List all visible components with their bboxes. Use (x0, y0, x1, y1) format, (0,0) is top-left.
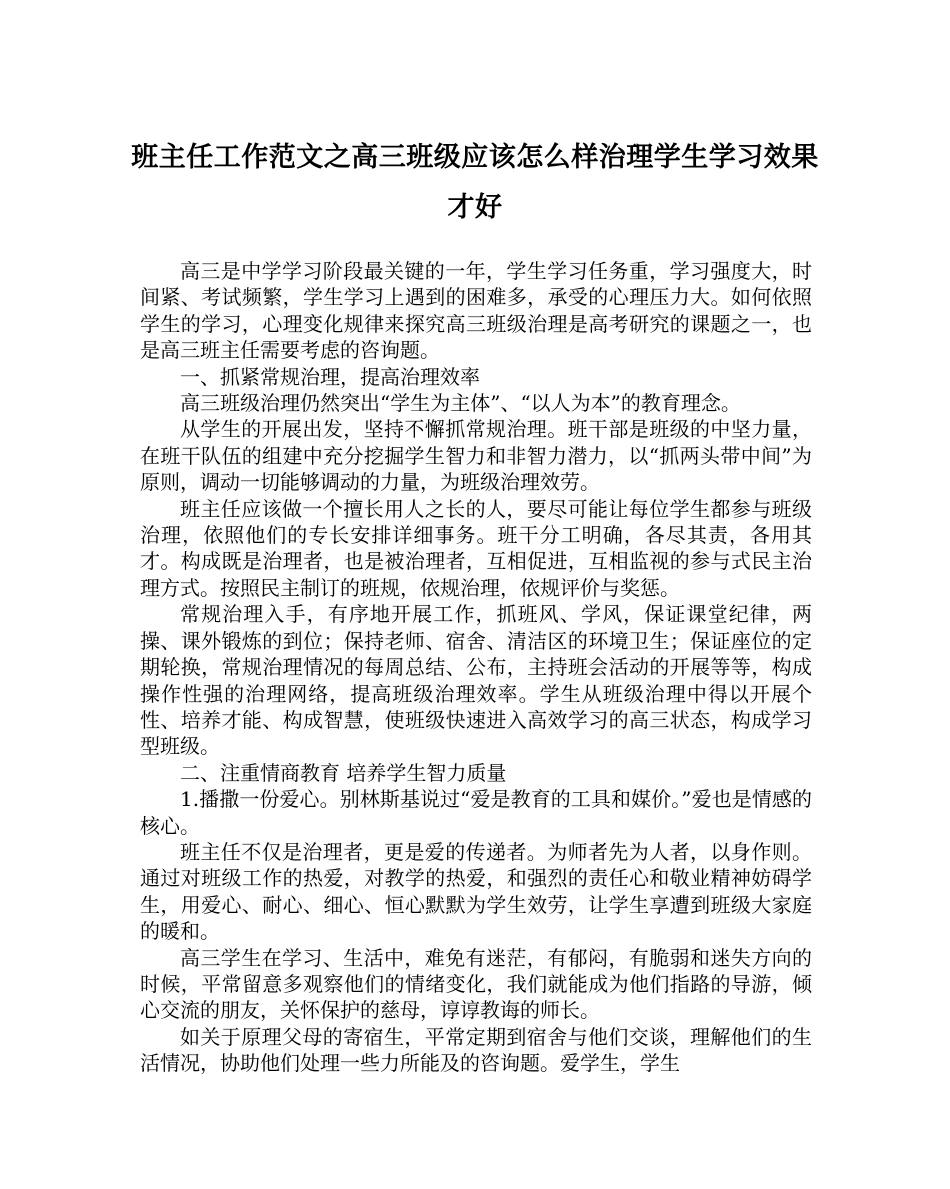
paragraph: 高三学生在学习、生活中，难免有迷茫，有郁闷，有脆弱和迷失方向的时候，平常留意多观察他们的情绪变化，我们就能成为他们指路的导游，倾心交流的朋友，关怀保护的慈母，谆谆教诲的师长。 (140, 945, 812, 1023)
paragraph: 从学生的开展出发，坚持不懈抓常规治理。班干部是班级的中坚力量，在班干队伍的组建中充分挖掘学生智力和非智力潜力，以“抓两头带中间”为原则，调动一切能够调动的力量，为班级治理效劳。 (140, 417, 812, 495)
document-body (140, 258, 812, 1077)
paragraph: 班主任应该做一个擅长用人之长的人，要尽可能让每位学生都参与班级治理，依照他们的专长安排详细事务。班干分工明确，各尽其责，各用其才。构成既是治理者，也是被治理者，互相促进，互相监视的参与式民主治理方式。按照民主制订的班规，依规治理，依规评价与奖惩。 (140, 496, 812, 600)
paragraph: 如关于原理父母的寄宿生，平常定期到宿舍与他们交谈，理解他们的生活情况，协助他们处理一些力所能及的咨询题。爱学生，学生 (140, 1024, 812, 1076)
paragraph: 1.播撒一份爱心。别林斯基说过“爱是教育的工具和媒价。”爱也是情感的核心。 (140, 787, 812, 838)
document-title: 班主任工作范文之高三班级应该怎么样治理学生学习效果才好 (131, 142, 819, 223)
paragraph: 高三班级治理仍然突出“学生为主体”、“以人为本”的教育理念。 (180, 391, 741, 416)
paragraph: 班主任不仅是治理者，更是爱的传递者。为师者先为人者，以身作则。通过对班级工作的热爱，对教学的热爱，和强烈的责任心和敬业精神妨碍学生，用爱心、耐心、细心、恒心默默为学生效劳，让学生享遭到班级大家庭的暖和。 (140, 839, 812, 944)
paragraph-intro: 高三是中学学习阶段最关键的一年，学生学习任务重，学习强度大，时间紧、考试频繁，学生学习上遇到的困难多，承受的心理压力大。如何依照学生的学习，心理变化规律来探究高三班级治理是高考研究的课题之一，也是高三班主任需要考虑的咨询题。 (140, 259, 812, 363)
paragraph: 常规治理入手，有序地开展工作，抓班风、学风，保证课堂纪律，两操、课外锻炼的到位；保持老师、宿舍、清洁区的环境卫生；保证座位的定期轮换，常规治理情况的每周总结、公布，主持班会活动的开展等等，构成操作性强的治理网络，提高班级治理效率。学生从班级治理中得以开展个性、培养才能、构成智慧，使班级快速进入高效学习的高三状态，构成学习型班级。 (140, 602, 812, 759)
section-heading-1: 一、抓紧常规治理，提高治理效率 (180, 364, 480, 389)
section-heading-2: 二、注重情商教育 培养学生智力质量 (180, 760, 507, 785)
